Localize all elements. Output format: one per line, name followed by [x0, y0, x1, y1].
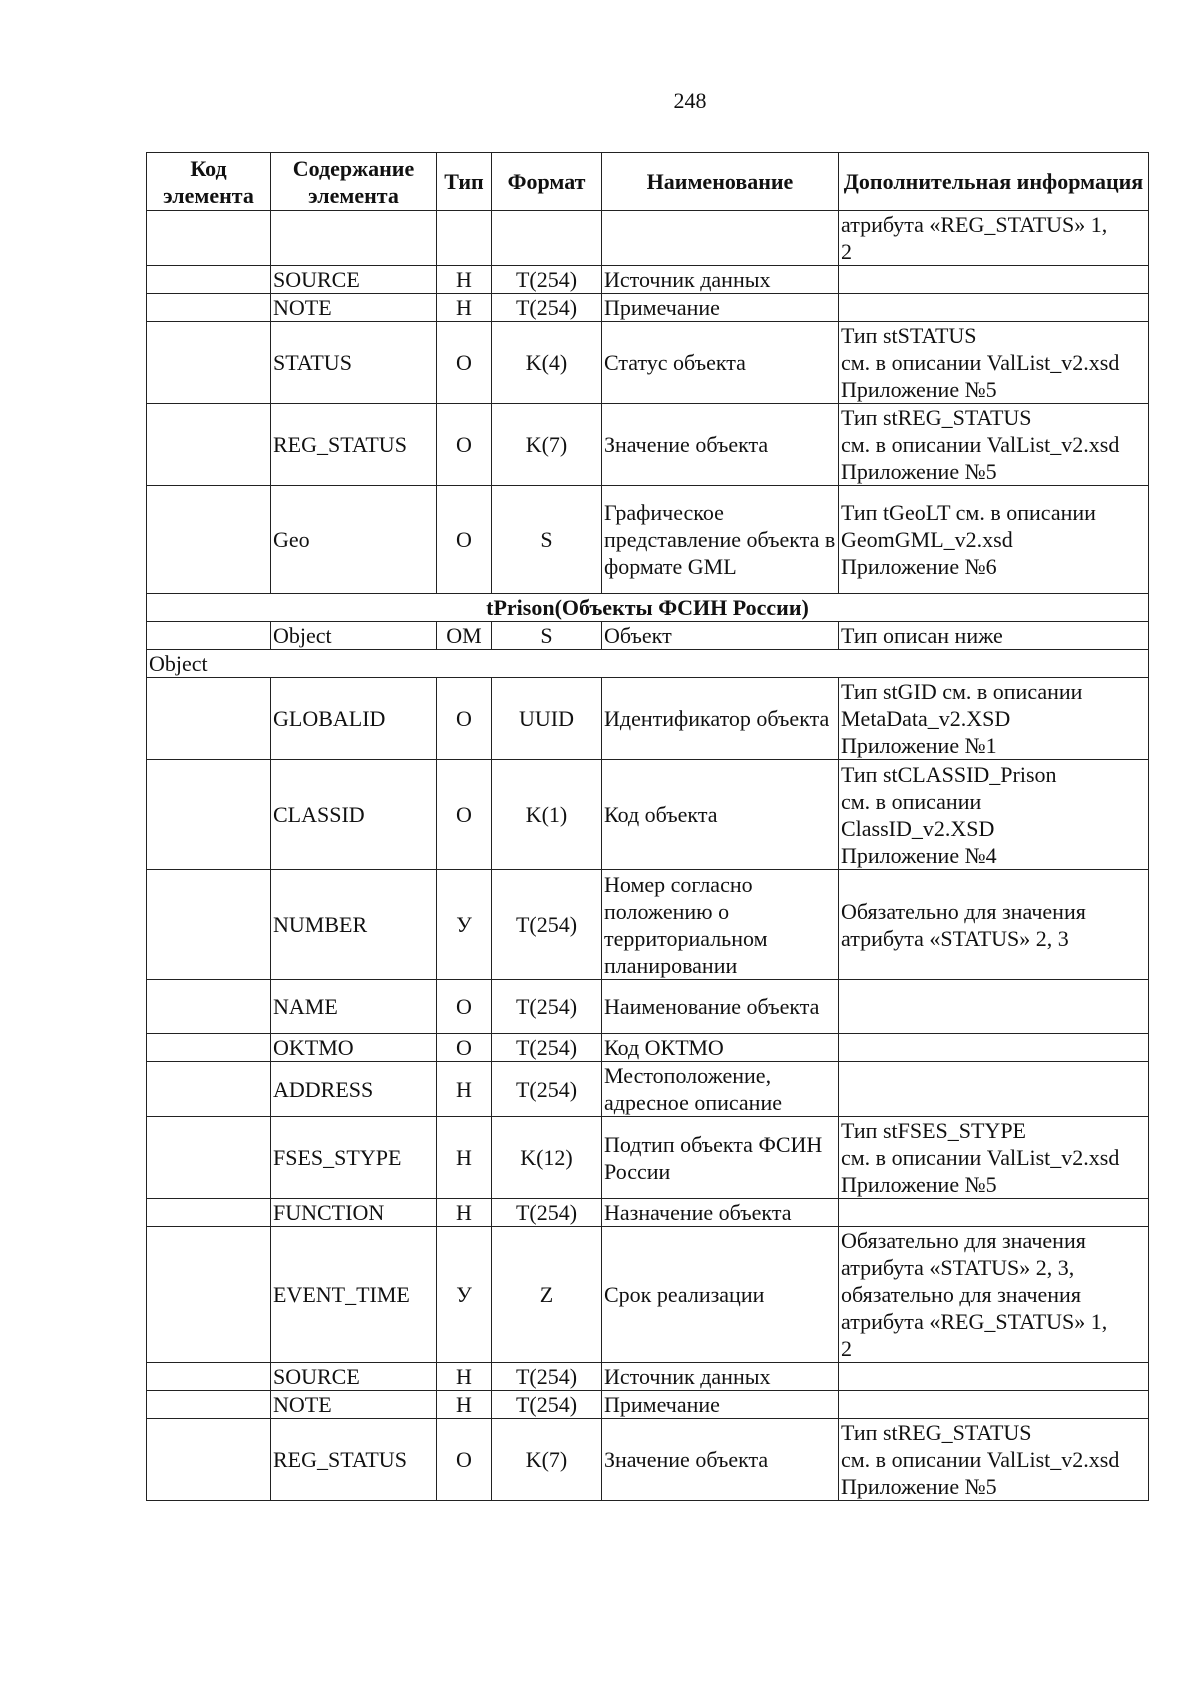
cell-extra — [839, 678, 1149, 760]
cell-code — [147, 1363, 271, 1391]
extra-info-line: Тип tGeoLT см. в описании — [841, 500, 1096, 525]
cell-code — [147, 322, 271, 404]
cell-format: K(12) — [492, 1117, 602, 1199]
cell-name: Значение объекта — [602, 404, 839, 486]
cell-type: Н — [437, 1062, 492, 1117]
table-row — [147, 1419, 1149, 1501]
cell-type — [437, 211, 492, 266]
header-format: Формат — [492, 153, 602, 211]
extra-info-line: см. в описании ValList_v2.xsd — [841, 350, 1120, 375]
cell-name: Графическое представление объекта в формате GML — [602, 486, 839, 594]
extra-info-line: 2 — [841, 239, 852, 264]
extra-info-line: атрибута «REG_STATUS» 1, — [841, 1309, 1108, 1334]
table-row — [147, 678, 1149, 760]
cell-code — [147, 1391, 271, 1419]
cell-type: О — [437, 1419, 492, 1501]
cell-content: REG_STATUS — [271, 1419, 437, 1501]
cell-type: Н — [437, 1391, 492, 1419]
cell-content: NUMBER — [271, 870, 437, 980]
extra-info-line: атрибута «STATUS» 2, 3 — [841, 925, 1069, 951]
cell-content: OKTMO — [271, 1034, 437, 1062]
cell-format: Т(254) — [492, 980, 602, 1034]
page-number: 248 — [673, 88, 707, 113]
table-row — [147, 486, 1149, 594]
cell-extra — [839, 980, 1149, 1034]
cell-type: О — [437, 404, 492, 486]
cell-content: Object — [271, 622, 437, 650]
cell-format: Т(254) — [492, 294, 602, 322]
cell-content: ADDRESS — [271, 1062, 437, 1117]
cell-format: Т(254) — [492, 1199, 602, 1227]
extra-info-line: см. в описании ValList_v2.xsd — [841, 432, 1120, 457]
cell-code — [147, 678, 271, 760]
cell-name: Источник данных — [602, 266, 839, 294]
cell-format: K(7) — [492, 1419, 602, 1501]
cell-content: CLASSID — [271, 760, 437, 870]
table-row — [147, 1117, 1149, 1199]
cell-code — [147, 1419, 271, 1501]
cell-code — [147, 486, 271, 594]
table-row — [147, 1062, 1149, 1117]
cell-format: K(1) — [492, 760, 602, 870]
cell-format: K(7) — [492, 404, 602, 486]
cell-name: Подтип объекта ФСИН России — [602, 1117, 839, 1199]
cell-type: ОМ — [437, 622, 492, 650]
cell-code — [147, 1227, 271, 1363]
cell-name: Примечание — [602, 294, 839, 322]
cell-name — [602, 211, 839, 266]
cell-code — [147, 211, 271, 266]
table-row — [147, 1363, 1149, 1391]
extra-info-line: атрибута «STATUS» 2, 3, — [841, 1255, 1075, 1280]
extra-info-line: Приложение №5 — [841, 1474, 997, 1499]
extra-info-line: Приложение №5 — [841, 377, 997, 402]
cell-format: Т(254) — [492, 1363, 602, 1391]
cell-name: Идентификатор объекта — [602, 678, 839, 760]
table-row — [147, 322, 1149, 404]
cell-extra — [839, 211, 1149, 266]
cell-code — [147, 1062, 271, 1117]
cell-content: NOTE — [271, 1391, 437, 1419]
cell-content: STATUS — [271, 322, 437, 404]
cell-type: Н — [437, 294, 492, 322]
table-row — [147, 211, 1149, 266]
cell-type: О — [437, 322, 492, 404]
extra-info-line: Обязательно для значения — [841, 1228, 1086, 1253]
extra-info-line: Обязательно для значения — [841, 898, 1086, 924]
header-name: Наименование — [602, 153, 839, 211]
extra-info-line: Тип stGID см. в описании — [841, 679, 1083, 704]
extra-info-line: Тип stFSES_STYPE — [841, 1118, 1026, 1143]
extra-info-line: Тип stREG_STATUS — [841, 405, 1032, 430]
cell-type: О — [437, 486, 492, 594]
cell-format — [492, 211, 602, 266]
specification-table — [146, 152, 1149, 1501]
cell-type: О — [437, 760, 492, 870]
cell-name: Назначение объекта — [602, 1199, 839, 1227]
table-row — [147, 266, 1149, 294]
cell-extra — [839, 1363, 1149, 1391]
table-row — [147, 760, 1149, 870]
cell-code — [147, 1034, 271, 1062]
extra-info-line: Тип stREG_STATUS — [841, 1420, 1032, 1445]
cell-extra — [839, 1391, 1149, 1419]
cell-format: Т(254) — [492, 266, 602, 294]
section-row — [147, 594, 1149, 622]
extra-info-line: атрибута «REG_STATUS» 1, — [841, 212, 1108, 237]
table-row — [147, 1199, 1149, 1227]
table-body-lower — [147, 678, 1149, 1501]
extra-info-line: ClassID_v2.XSD — [841, 815, 995, 841]
extra-info-line: см. в описании — [841, 788, 982, 814]
table-row — [147, 1034, 1149, 1062]
cell-extra: Тип описан ниже — [839, 622, 1149, 650]
cell-type: У — [437, 1227, 492, 1363]
table-row — [147, 404, 1149, 486]
cell-content — [271, 211, 437, 266]
table-row — [147, 622, 1149, 650]
cell-content: SOURCE — [271, 266, 437, 294]
cell-extra — [839, 1034, 1149, 1062]
cell-code — [147, 980, 271, 1034]
cell-code — [147, 622, 271, 650]
cell-extra — [839, 1199, 1149, 1227]
cell-code — [147, 760, 271, 870]
header-type: Тип — [437, 153, 492, 211]
table-row — [147, 294, 1149, 322]
extra-info-line: см. в описании ValList_v2.xsd — [841, 1145, 1120, 1170]
extra-info-line: Тип stSTATUS — [841, 323, 977, 348]
cell-content: FSES_STYPE — [271, 1117, 437, 1199]
cell-format: Т(254) — [492, 1062, 602, 1117]
table-row — [147, 1227, 1149, 1363]
extra-info-line: Приложение №5 — [841, 459, 997, 484]
extra-info-line: обязательно для значения — [841, 1282, 1081, 1307]
cell-code — [147, 266, 271, 294]
header-extra: Дополнительная информация — [839, 153, 1149, 211]
cell-name: Объект — [602, 622, 839, 650]
cell-extra — [839, 322, 1149, 404]
cell-content: NAME — [271, 980, 437, 1034]
cell-type: О — [437, 980, 492, 1034]
cell-code — [147, 1199, 271, 1227]
cell-content: EVENT_TIME — [271, 1227, 437, 1363]
cell-content: REG_STATUS — [271, 404, 437, 486]
extra-info-line: MetaData_v2.XSD — [841, 706, 1011, 731]
cell-format: S — [492, 486, 602, 594]
cell-type: Н — [437, 1363, 492, 1391]
cell-extra — [839, 1117, 1149, 1199]
cell-name: Номер согласно положению о территориальном планировании — [602, 870, 839, 980]
cell-format: Z — [492, 1227, 602, 1363]
cell-content: FUNCTION — [271, 1199, 437, 1227]
cell-code — [147, 870, 271, 980]
extra-info-line: Приложение №1 — [841, 733, 997, 758]
cell-format: K(4) — [492, 322, 602, 404]
extra-info-line: Приложение №5 — [841, 1172, 997, 1197]
cell-name: Источник данных — [602, 1363, 839, 1391]
cell-content: GLOBALID — [271, 678, 437, 760]
cell-extra — [839, 1227, 1149, 1363]
cell-code — [147, 1117, 271, 1199]
cell-type: Н — [437, 1199, 492, 1227]
cell-name: Значение объекта — [602, 1419, 839, 1501]
extra-info-line: см. в описании ValList_v2.xsd — [841, 1447, 1120, 1472]
cell-extra — [839, 1419, 1149, 1501]
cell-format: Т(254) — [492, 1034, 602, 1062]
cell-type: Н — [437, 266, 492, 294]
object-label: Object — [147, 650, 1149, 678]
table-row — [147, 1391, 1149, 1419]
cell-extra — [839, 870, 1149, 980]
cell-name: Примечание — [602, 1391, 839, 1419]
table-body-upper — [147, 211, 1149, 594]
cell-extra — [839, 760, 1149, 870]
cell-name: Наименование объекта — [602, 980, 839, 1034]
header-row — [147, 153, 1149, 211]
extra-info-line: Тип stCLASSID_Prison — [841, 761, 1057, 787]
cell-content: NOTE — [271, 294, 437, 322]
cell-type: О — [437, 1034, 492, 1062]
header-content: Содержание элемента — [271, 153, 437, 211]
cell-format: Т(254) — [492, 870, 602, 980]
cell-content: SOURCE — [271, 1363, 437, 1391]
cell-content: Geo — [271, 486, 437, 594]
cell-extra — [839, 486, 1149, 594]
section-title: tPrison(Объекты ФСИН России) — [147, 594, 1149, 622]
cell-name: Код объекта — [602, 760, 839, 870]
cell-code — [147, 404, 271, 486]
table-row — [147, 870, 1149, 980]
cell-extra — [839, 266, 1149, 294]
cell-code — [147, 294, 271, 322]
cell-type: О — [437, 678, 492, 760]
extra-info-line: 2 — [841, 1336, 852, 1361]
cell-name: Код ОКТМО — [602, 1034, 839, 1062]
cell-name: Местоположение, адресное описание — [602, 1062, 839, 1117]
extra-info-line: Приложение №4 — [841, 842, 997, 868]
header-code: Код элемента — [147, 153, 271, 211]
extra-info-line: GeomGML_v2.xsd — [841, 527, 1013, 552]
object-label-row — [147, 650, 1149, 678]
table-row — [147, 980, 1149, 1034]
cell-name: Статус объекта — [602, 322, 839, 404]
cell-extra — [839, 404, 1149, 486]
cell-format: S — [492, 622, 602, 650]
cell-extra — [839, 1062, 1149, 1117]
extra-info-line: Приложение №6 — [841, 554, 997, 579]
cell-format: Т(254) — [492, 1391, 602, 1419]
cell-type: Н — [437, 1117, 492, 1199]
cell-type: У — [437, 870, 492, 980]
cell-extra — [839, 294, 1149, 322]
cell-name: Срок реализации — [602, 1227, 839, 1363]
section-block — [147, 594, 1149, 678]
cell-format: UUID — [492, 678, 602, 760]
